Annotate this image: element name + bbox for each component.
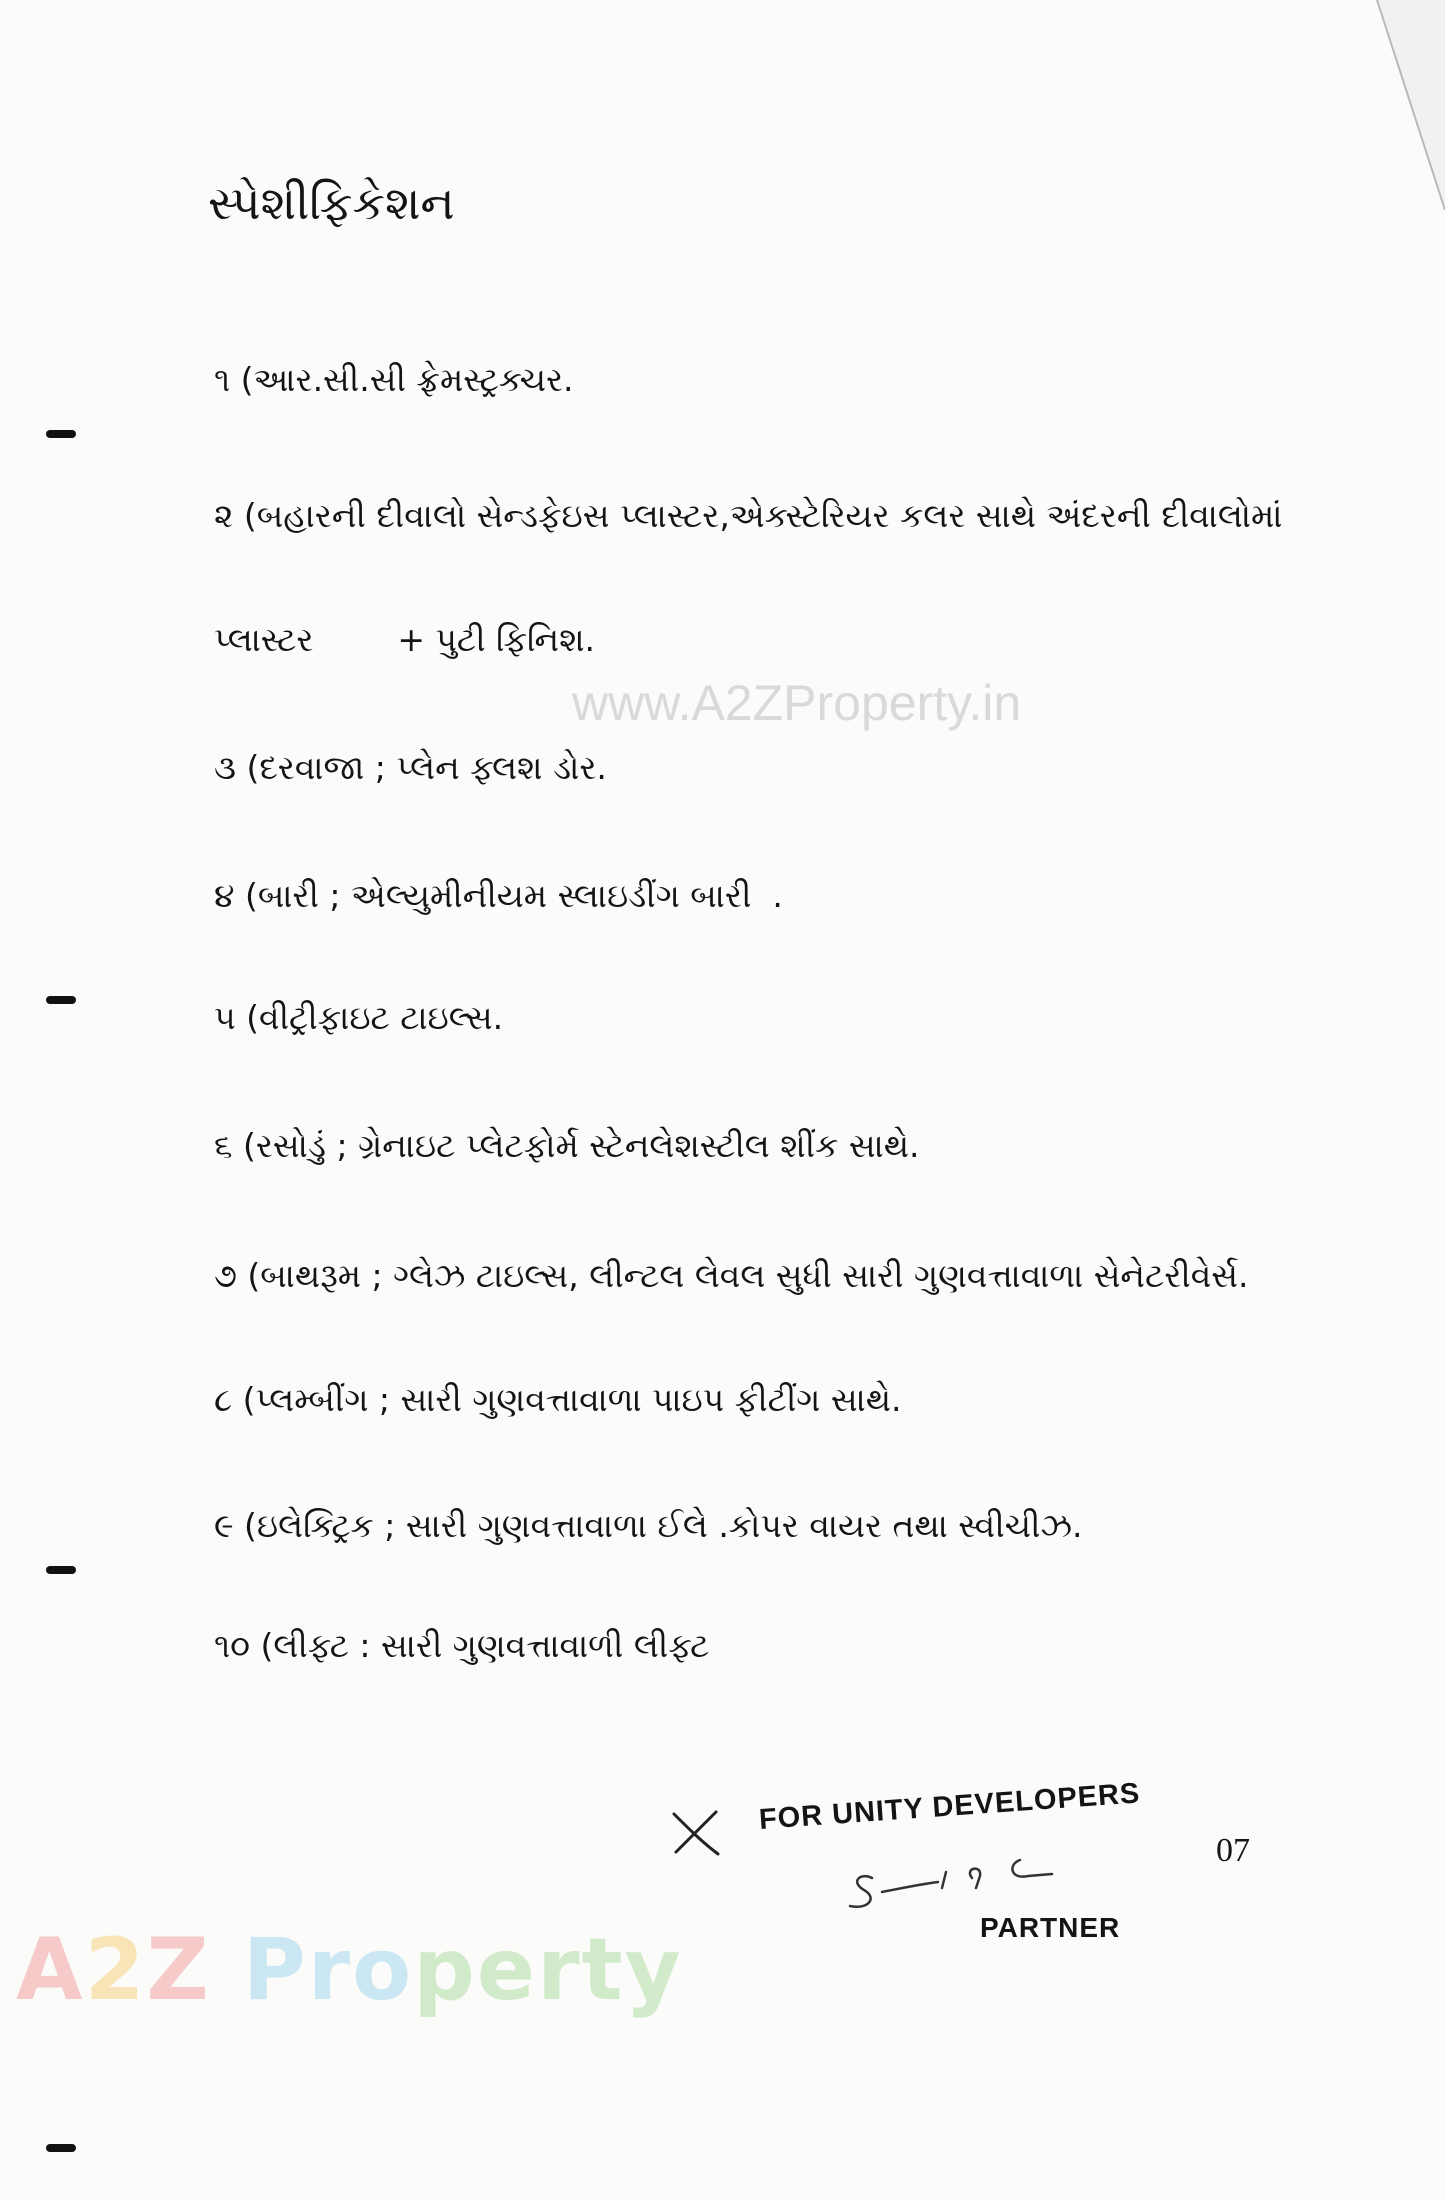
cross-mark-icon — [670, 1808, 724, 1858]
spec-item-3: ૩ (દરવાજા ; પ્લેન ફ્લશ ડોર. — [214, 748, 607, 787]
logo-part: perty — [413, 1920, 683, 2020]
logo-part: A — [16, 1920, 85, 2020]
stamp-role: PARTNER — [980, 1912, 1121, 1943]
punch-hole-mark — [46, 996, 76, 1004]
page-number: 07 — [1216, 1832, 1250, 1869]
logo-part — [211, 1920, 243, 2020]
punch-hole-mark — [46, 2144, 76, 2152]
watermark-url: www.A2ZProperty.in — [572, 675, 1022, 731]
spec-item-6: ૬ (રસોડું ; ગ્રેનાઇટ પ્લેટફોર્મ સ્ટેનલેશસ્ટીલ શીંક સાથે. — [214, 1126, 920, 1165]
spec-item-8: ૮ (પ્લમ્બીંગ ; સારી ગુણવત્તાવાળા પાઇપ ફીટીંગ સાથે. — [214, 1380, 902, 1419]
stamp-company: FOR UNITY DEVELOPERS — [758, 1777, 1142, 1836]
paper-fold-edge — [1325, 0, 1445, 260]
spec-item-1: ૧ (આર.સી.સી ફ્રેમસ્ટ્રક્ચર. — [214, 360, 574, 399]
spec-item-5: ૫ (વીટ્રીફાઇટ ટાઇલ્સ. — [214, 998, 504, 1037]
brand-logo — [16, 1920, 683, 2020]
logo-part: 2 — [84, 1920, 147, 2020]
punch-hole-mark — [46, 430, 76, 438]
spec-item-10: ૧૦ (લીફ્ટ : સારી ગુણવત્તાવાળી લીફ્ટ — [214, 1626, 710, 1665]
spec-item-7: ૭ (બાથરૂમ ; ગ્લેઝ ટાઇલ્સ, લીન્ટલ લેવલ સુધી સારી ગુણવત્તાવાળા સેનેટરીવેર્સ. — [214, 1256, 1249, 1295]
page-title: સ્પેશીફિકેશન — [208, 176, 455, 230]
spec-item-9: ૯ (ઇલેક્ટ્રિક ; સારી ગુણવત્તાવાળા ઈલે .કોપર વાયર તથા સ્વીચીઝ. — [214, 1506, 1083, 1545]
logo-part: Z — [146, 1920, 211, 2020]
spec-item-2: ૨ (બહારની દીવાલો સેન્ડફેઇસ પ્લાસ્ટર,એક્સ્ટેરિયર કલર સાથે અંદરની દીવાલોમાં — [214, 496, 1283, 535]
spec-item-4: ૪ (બારી ; એલ્યુમીનીયમ સ્લાઇડીંગ બારી . — [214, 876, 783, 915]
punch-hole-mark — [46, 1566, 76, 1574]
logo-part: Pro — [242, 1920, 414, 2020]
spec-item-2-continued: પ્લાસ્ટર + પુટી ફિનિશ. — [214, 620, 596, 659]
signature-icon — [842, 1848, 1062, 1918]
